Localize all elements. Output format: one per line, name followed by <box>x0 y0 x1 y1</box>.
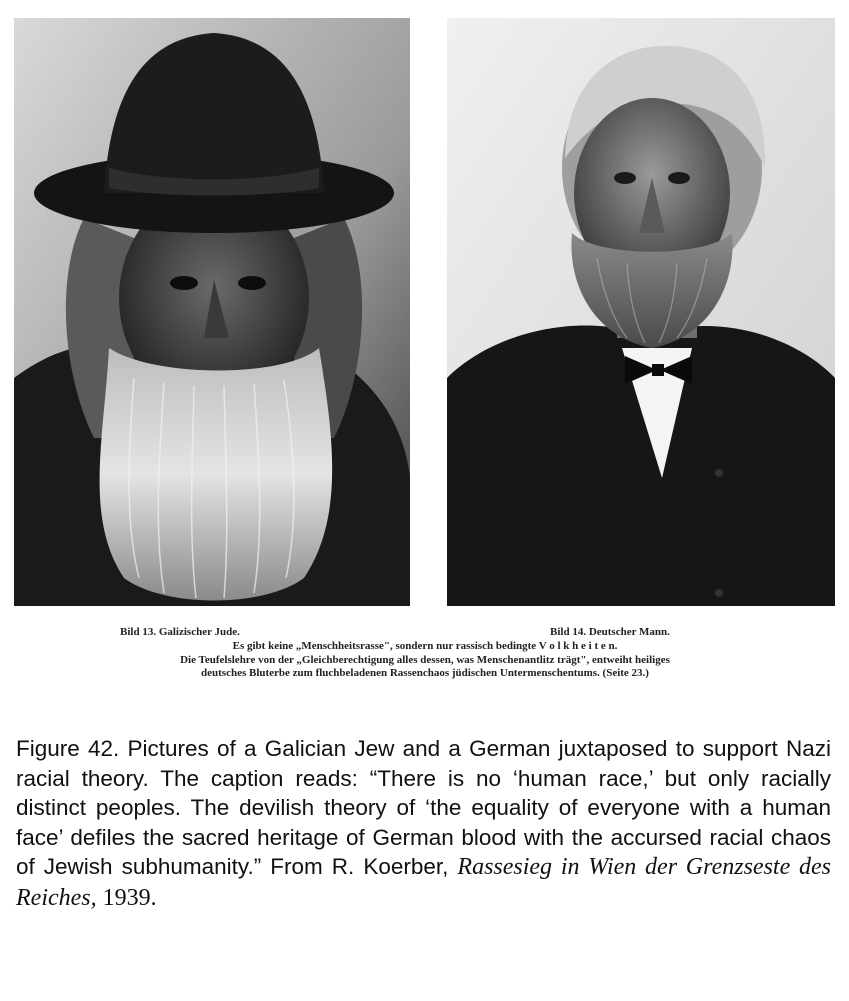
portrait-left-drawing <box>14 18 410 606</box>
portrait-right-drawing <box>447 18 835 606</box>
figure-caption <box>16 734 831 913</box>
german-caption-line-2: Die Teufelslehre von der „Gleichberechtigung alles dessen, was Menschenantlitz trägt", entweiht heiliges <box>180 653 670 666</box>
german-caption-line-3: deutsches Bluterbe zum fluchbeladenen Rassenchaos jüdischen Untermenschentums. (Seite 23.) <box>201 667 649 679</box>
original-german-caption <box>30 626 820 681</box>
figure-caption-book-title: Rassesieg in Wien der Grenzseste des Reiches, <box>16 854 832 911</box>
german-caption-line-1: Es gibt keine „Menschheitsrasse", sondern nur rassisch bedingte V o l k h e i t e n. <box>232 640 618 652</box>
label-bild-13: Bild 13. Galizischer Jude. <box>120 626 240 638</box>
photo-labels <box>30 626 820 640</box>
figure-caption-text: Figure 42. Pictures of a Galician Jew and a German juxtaposed to support Nazi racial theory. The caption reads: “There is no ‘human race,’ but only racially distinct peoples. The devilish theory of ‘the equality of everyone with a human face’ defiles the sacred heritage of German blood with the accursed racial chaos of Jewish subhumanity.” From R. Koerber, <box>16 736 831 879</box>
photo-german-man <box>447 18 835 606</box>
label-bild-14: Bild 14. Deutscher Mann. <box>550 626 670 638</box>
photo-galician-jew <box>14 18 410 606</box>
figure-caption-year: 1939. <box>96 884 157 911</box>
